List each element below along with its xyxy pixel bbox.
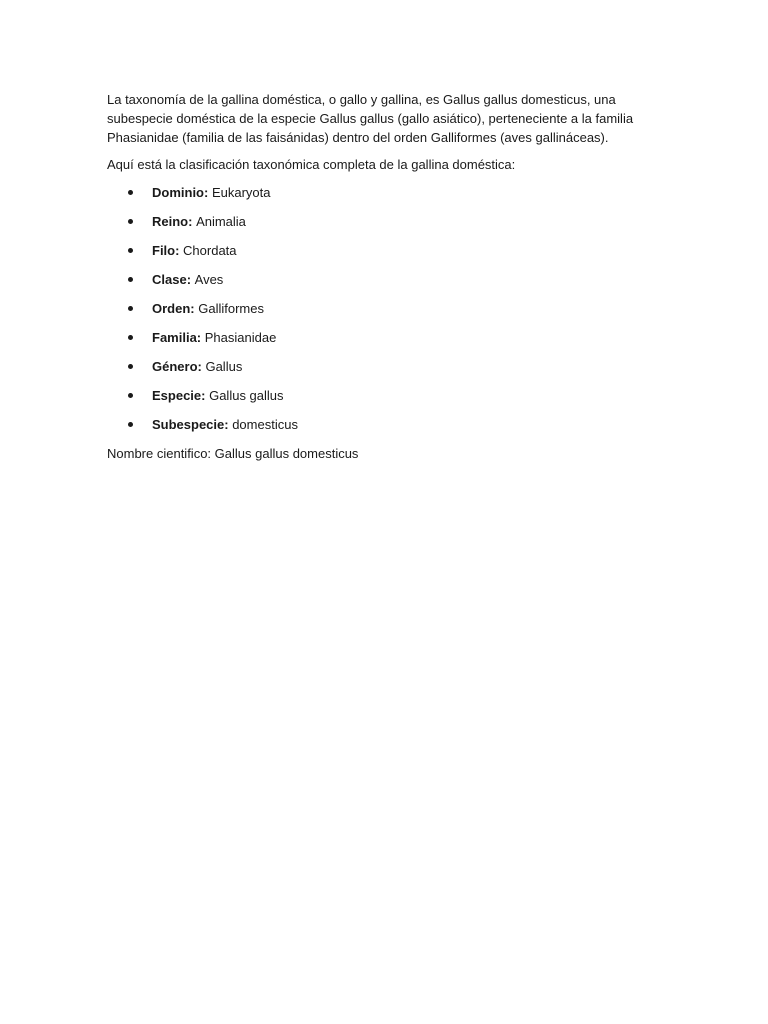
list-item-subespecie <box>107 415 667 434</box>
bullet-icon <box>128 190 133 195</box>
rank-value: Gallus gallus <box>209 388 284 403</box>
taxonomy-list <box>107 183 667 434</box>
rank-label: Clase: <box>152 272 195 287</box>
rank-value: Chordata <box>183 243 237 258</box>
lead-paragraph: Aquí está la clasificación taxonómica completa de la gallina doméstica: <box>107 157 516 172</box>
rank-value: Aves <box>194 272 224 287</box>
list-item-clase <box>107 270 667 289</box>
rank-label: Subespecie: <box>152 417 233 432</box>
bullet-icon <box>128 422 133 427</box>
list-item-dominio <box>107 183 667 202</box>
list-item-orden <box>107 299 667 318</box>
bullet-icon <box>128 248 133 253</box>
rank-value: domesticus <box>232 417 298 432</box>
rank-label: Familia: <box>152 330 205 345</box>
intro-paragraph: La taxonomía de la gallina doméstica, o gallo y gallina, es Gallus gallus domesticus, una subespecie doméstica de la especie Gallus gallus (gallo asiático), perteneciente a la familia Phasianidae (familia de las faisánidas) dentro del orden Galliformes (aves gallináceas). <box>107 92 634 145</box>
rank-label: Especie: <box>152 388 210 403</box>
rank-value: Gallus <box>205 359 243 374</box>
list-item-familia <box>107 328 667 347</box>
rank-label: Dominio: <box>152 185 212 200</box>
rank-value: Animalia <box>196 214 246 229</box>
bullet-icon <box>128 335 133 340</box>
rank-label: Reino: <box>152 214 197 229</box>
rank-label: Orden: <box>152 301 199 316</box>
rank-value: Galliformes <box>198 301 264 316</box>
bullet-icon <box>128 277 133 282</box>
list-item-especie <box>107 386 667 405</box>
bullet-icon <box>128 364 133 369</box>
bullet-icon <box>128 393 133 398</box>
bullet-icon <box>128 219 133 224</box>
list-item-filo <box>107 241 667 260</box>
bullet-icon <box>128 306 133 311</box>
rank-label: Género: <box>152 359 206 374</box>
document-body <box>107 90 667 463</box>
list-item-reino <box>107 212 667 231</box>
rank-value: Eukaryota <box>211 185 271 200</box>
list-item-genero <box>107 357 667 376</box>
scientific-name: Nombre cientifico: Gallus gallus domesticus <box>107 446 359 461</box>
rank-label: Filo: <box>152 243 184 258</box>
rank-value: Phasianidae <box>204 330 277 345</box>
